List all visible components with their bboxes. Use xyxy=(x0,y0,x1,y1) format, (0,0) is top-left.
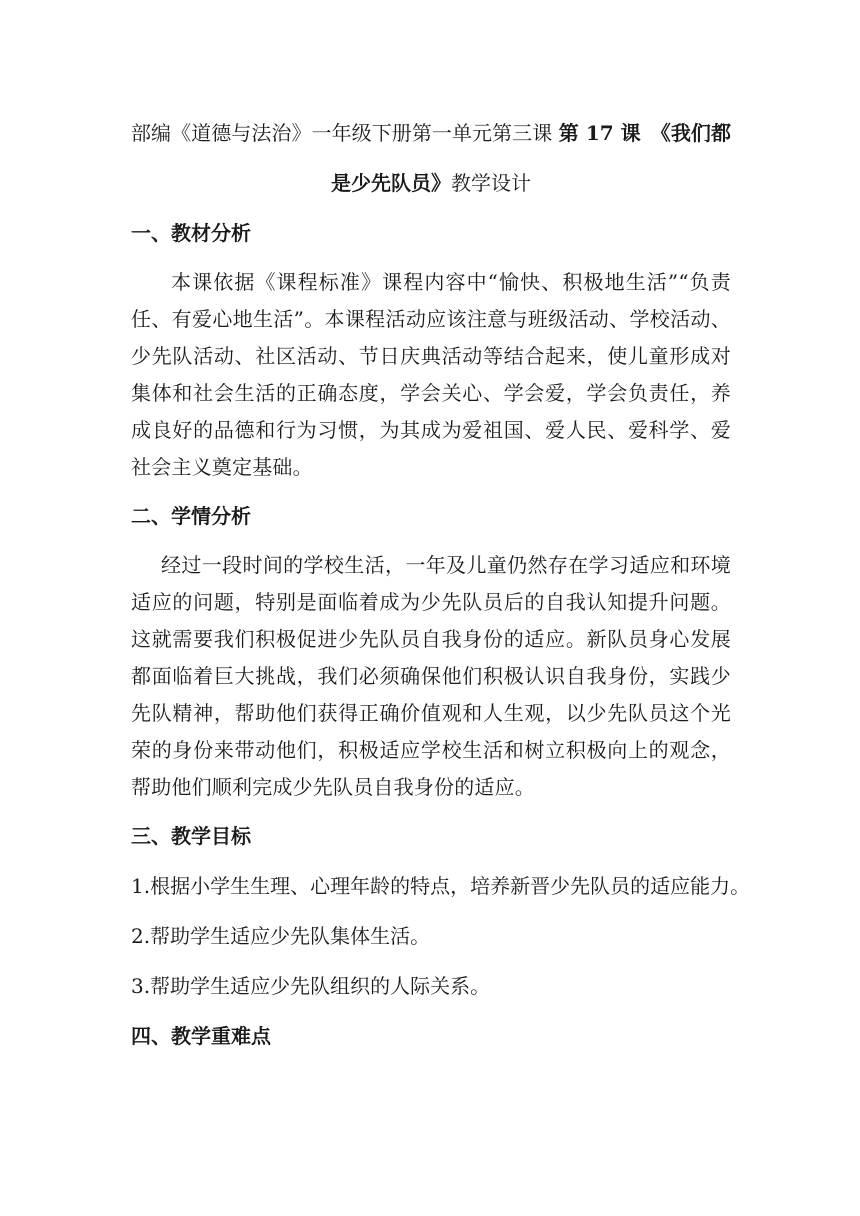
title-prefix: 部编《道德与法治》一年级下册第一单元第三课 xyxy=(131,121,559,145)
title-suffix: 教学设计 xyxy=(451,171,531,195)
goal-item-2: 2.帮助学生适应少先队集体生活。 xyxy=(131,924,431,948)
goal-item-1: 1.根据小学生生理、心理年龄的特点，培养新晋少先队员的适应能力。 xyxy=(131,874,751,898)
section-paragraph-learner-analysis: 经过一段时间的学校生活，一年及儿童仍然存在学习适应和环境适应的问题，特别是面临着成为少先队员后的自我认知提升问题。这就需要我们积极促进少先队员自我身份的适应。新队员身心发展都面临着巨大挑战，我们必须确保他们积极认识自我身份，实践少先队精神，帮助他们获得正确价值观和人生观，以少先队员这个光荣的身份来带动他们，积极适应学校生活和树立积极向上的观念，帮助他们顺利完成少先队员自我身份的适应。 xyxy=(131,553,731,799)
document-title xyxy=(131,108,731,208)
section-heading-learner-analysis: 二、学情分析 xyxy=(131,504,251,528)
section-heading-key-difficulties: 四、教学重难点 xyxy=(131,1024,271,1048)
document-content xyxy=(131,108,751,1061)
title-lesson: 第 17 课 《我们都是少先队员》 xyxy=(331,121,731,195)
section-paragraph-textbook-analysis: 本课依据《课程标准》课程内容中“愉快、积极地生活”“负责任、有爱心地生活”。本课程活动应该注意与班级活动、学校活动、少先队活动、社区活动、节日庆典活动等结合起来，使儿童形成对集体和社会生活的正确态度，学会关心、学会爱，学会负责任，养成良好的品德和行为习惯，为其成为爱祖国、爱人民、爱科学、爱社会主义奠定基础。 xyxy=(131,270,731,479)
section-heading-textbook-analysis: 一、教材分析 xyxy=(131,221,251,245)
section-heading-teaching-goals: 三、教学目标 xyxy=(131,824,251,848)
goal-item-3: 3.帮助学生适应少先队组织的人际关系。 xyxy=(131,974,491,998)
